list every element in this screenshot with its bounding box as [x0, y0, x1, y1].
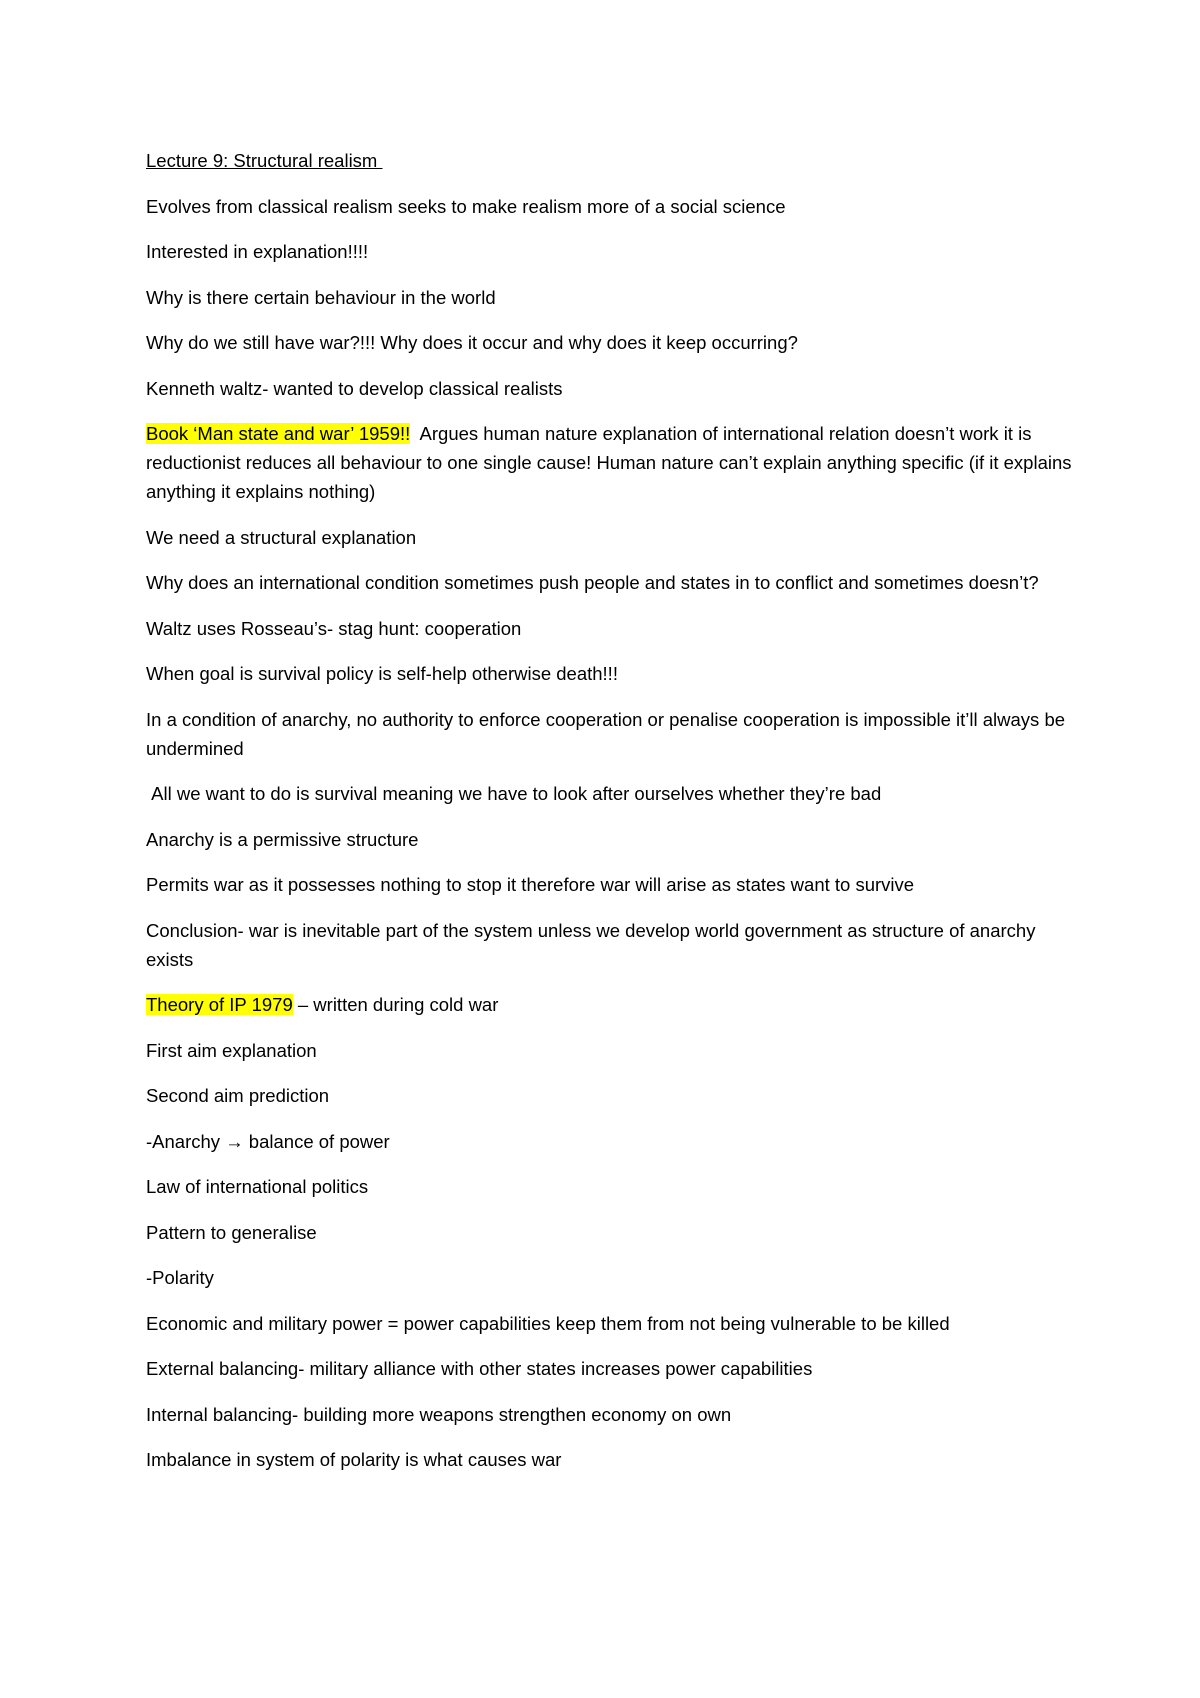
- paragraph-text: – written during cold war: [292, 994, 499, 1015]
- paragraph: Interested in explanation!!!!: [146, 241, 369, 262]
- paragraph: Second aim prediction: [146, 1085, 330, 1106]
- paragraph-theory-of-ip: [146, 990, 1076, 1019]
- paragraph-book-man-state-and-war: [146, 419, 1076, 506]
- paragraph: Kenneth waltz- wanted to develop classical realists: [146, 377, 563, 399]
- paragraph: Why is there certain behaviour in the world: [146, 286, 496, 308]
- paragraph: Waltz uses Rosseau’s- stag hunt: cooperation: [146, 617, 522, 639]
- paragraph: First aim explanation: [146, 1039, 317, 1061]
- document-page: [146, 146, 1076, 1491]
- paragraph: Pattern to generalise: [146, 1221, 317, 1243]
- lecture-title-text: Lecture 9: Structural realism: [146, 150, 383, 171]
- paragraph: We need a structural explanation: [146, 526, 417, 548]
- paragraph: Evolves from classical realism seeks to make realism more of a social science: [146, 195, 786, 217]
- paragraph: External balancing- military alliance with other states increases power capabilities: [146, 1358, 813, 1379]
- paragraph: -Polarity: [146, 1267, 214, 1288]
- lecture-title: [146, 146, 1076, 175]
- highlighted-text: Book ‘Man state and war’ 1959!!: [146, 423, 411, 444]
- paragraph: Imbalance in system of polarity is what causes war: [146, 1449, 562, 1470]
- paragraph: Why does an international condition sometimes push people and states in to conflict and sometimes doesn’t?: [146, 572, 1039, 593]
- paragraph: -Anarchy → balance of power: [146, 1130, 390, 1152]
- paragraph: All we want to do is survival meaning we have to look after ourselves whether they’re bad: [146, 783, 882, 804]
- paragraph: Why do we still have war?!!! Why does it occur and why does it keep occurring?: [146, 332, 798, 353]
- paragraph: In a condition of anarchy, no authority to enforce cooperation or penalise cooperation is impossible it’ll always be undermined: [146, 708, 1071, 759]
- paragraph: Conclusion- war is inevitable part of the system unless we develop world government as structure of anarchy exists: [146, 919, 1041, 970]
- paragraph: When goal is survival policy is self-help otherwise death!!!: [146, 663, 618, 684]
- paragraph: Economic and military power = power capabilities keep them from not being vulnerable to be killed: [146, 1312, 950, 1334]
- highlighted-text: Theory of IP 1979: [146, 994, 293, 1015]
- paragraph: Anarchy is a permissive structure: [146, 828, 419, 850]
- paragraph: Permits war as it possesses nothing to stop it therefore war will arise as states want to survive: [146, 874, 915, 895]
- paragraph: Law of international politics: [146, 1176, 369, 1197]
- paragraph-text: Argues human nature explanation of international relation doesn’t work it is reductionist reduces all behaviour to one single cause! Human nature can’t explain anything specific (if it explains anything it explains nothing): [146, 423, 1077, 502]
- paragraph: Internal balancing- building more weapons strengthen economy on own: [146, 1403, 732, 1425]
